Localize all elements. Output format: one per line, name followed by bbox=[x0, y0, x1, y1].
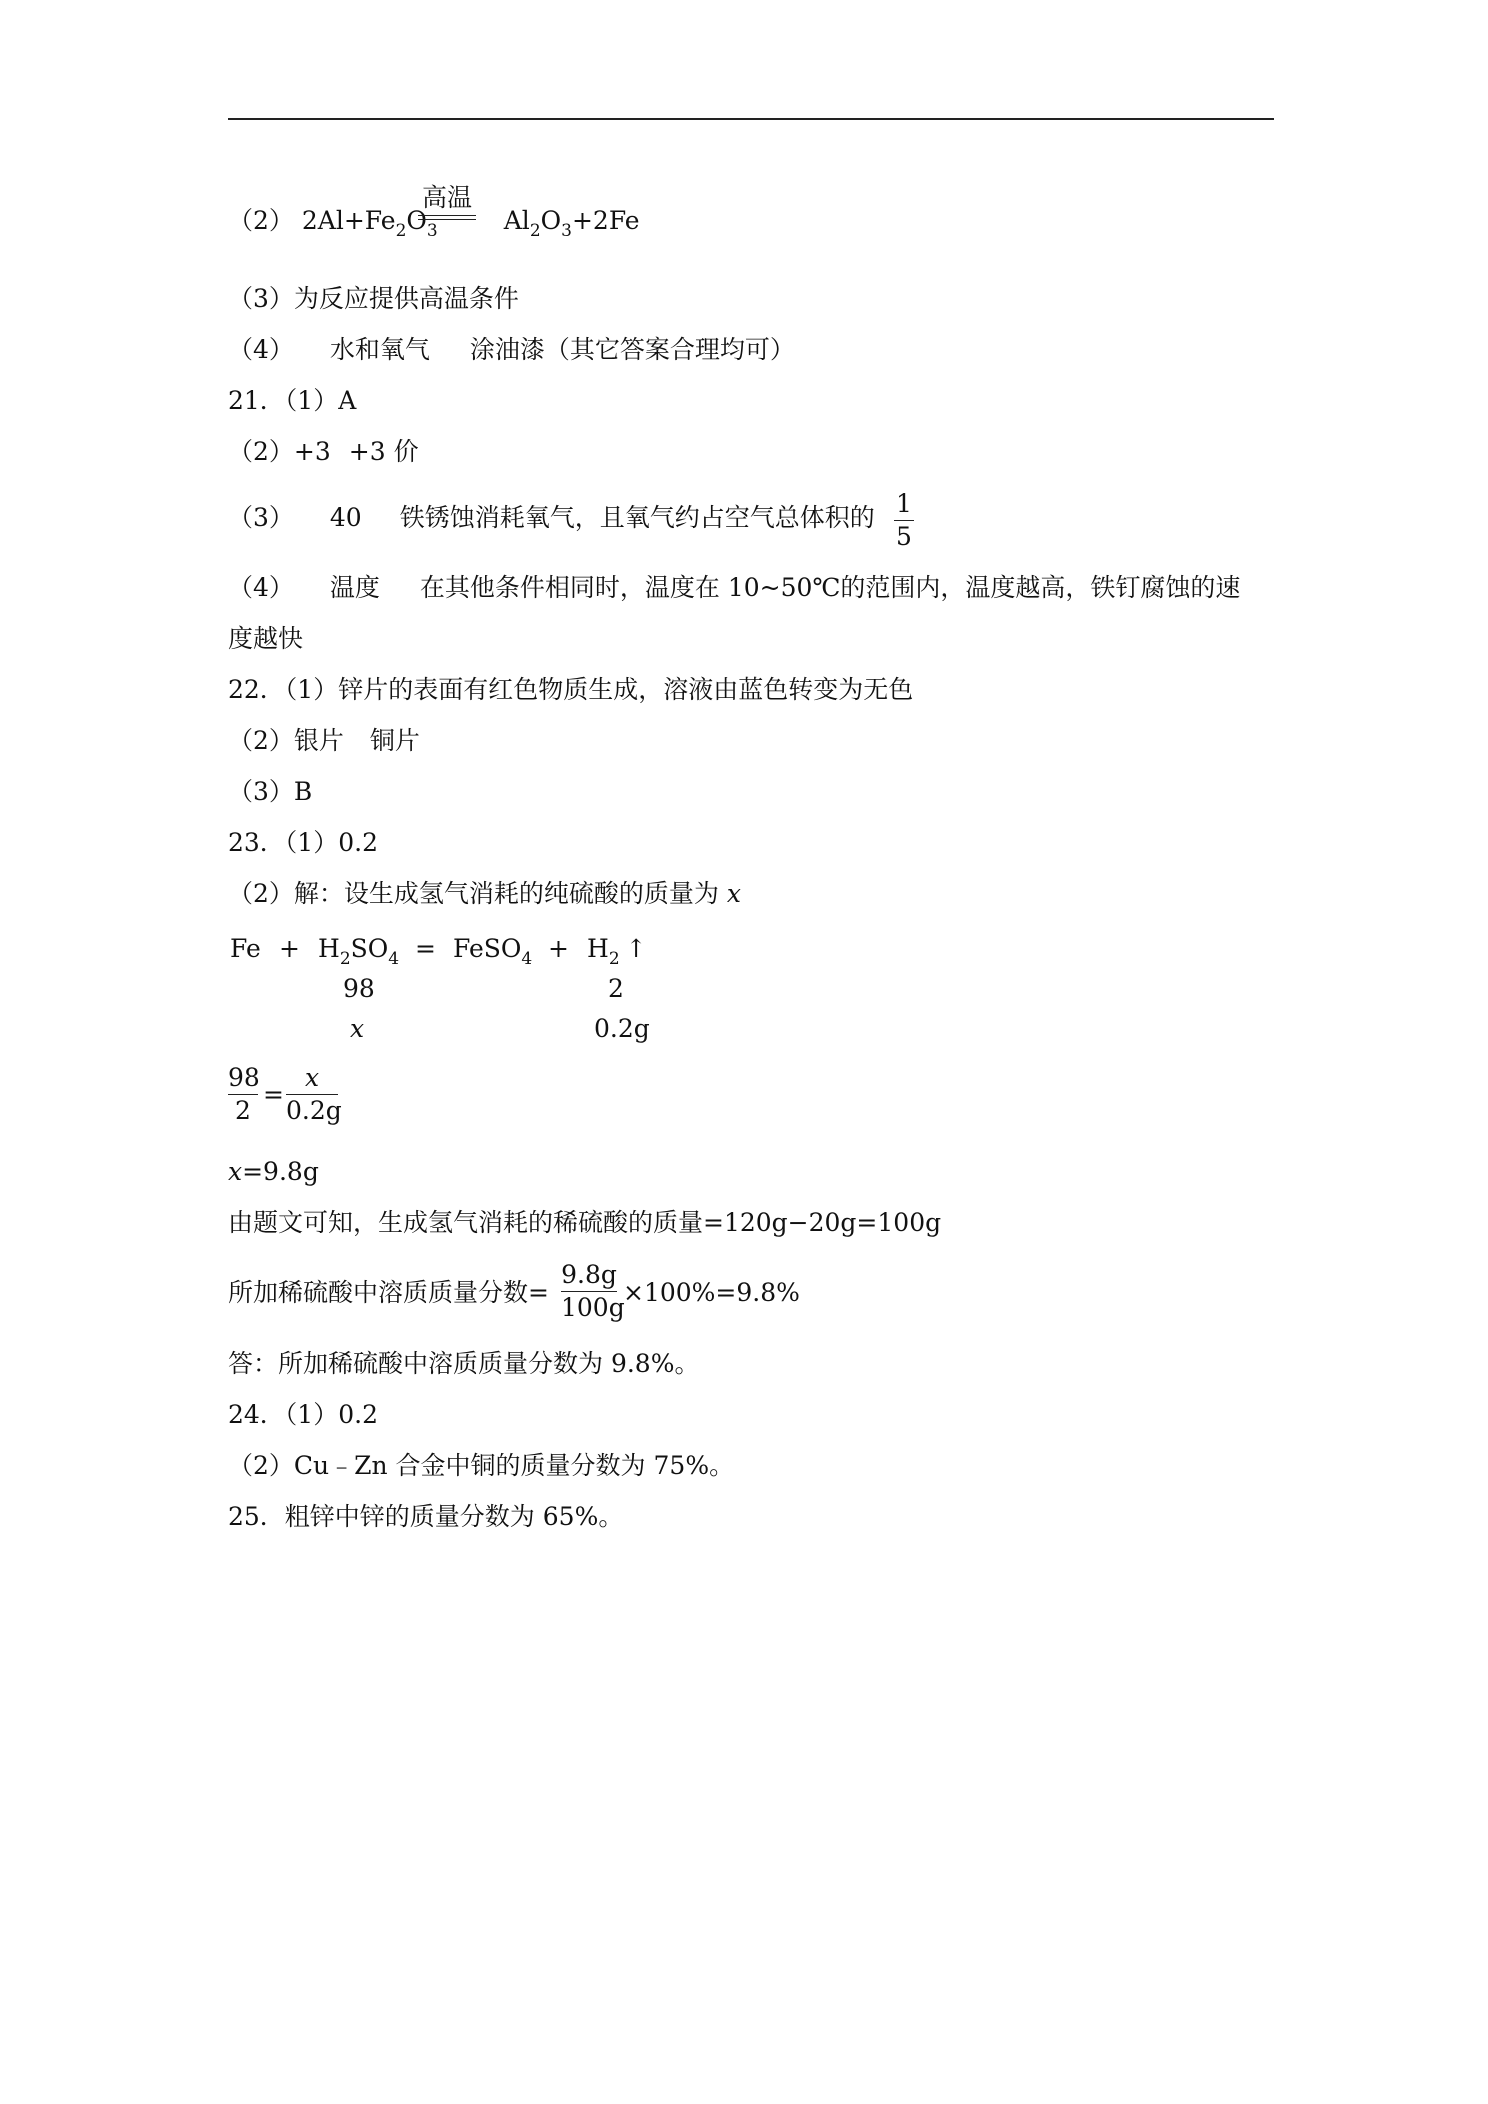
q21-part2 bbox=[228, 436, 419, 468]
fraction-denominator: 100g bbox=[561, 1293, 625, 1322]
fraction-denominator: 2 bbox=[235, 1096, 251, 1125]
solution-text: （2）解：设生成氢气消耗的纯硫酸的质量为 bbox=[228, 879, 727, 908]
reaction-condition bbox=[418, 183, 476, 220]
mass-fraction bbox=[561, 1259, 625, 1324]
answer-text: 40 bbox=[329, 503, 362, 532]
q23-fraction-pre: 所加稀硫酸中溶质质量分数= bbox=[228, 1278, 549, 1307]
product-text: +2Fe bbox=[571, 206, 640, 235]
condition-text: 高温 bbox=[421, 183, 472, 212]
result-text: =9.8g bbox=[242, 1157, 319, 1186]
reactant-text: O bbox=[406, 206, 427, 235]
q21-part3 bbox=[228, 502, 875, 534]
part-label: （2） bbox=[228, 206, 294, 235]
product-text: Al bbox=[503, 206, 530, 235]
answer-text: 在其他条件相同时，温度在 10~50℃的范围内，温度越高，铁钉腐蚀的速 bbox=[419, 573, 1241, 602]
fraction-numerator: 9.8g bbox=[561, 1260, 617, 1289]
subscript: 3 bbox=[426, 221, 438, 241]
answer-text: +3 价 bbox=[348, 437, 419, 466]
header-rule bbox=[228, 118, 1274, 120]
q22-part1: 22．（1）锌片的表面有红色物质生成，溶液由蓝色转变为无色 bbox=[228, 675, 914, 704]
proportion-right bbox=[286, 1062, 342, 1127]
q21-part4 bbox=[228, 572, 1240, 604]
eq-mass-h2so4: 98 bbox=[343, 974, 375, 1003]
subscript: 4 bbox=[388, 949, 400, 969]
q22-part3: （3）B bbox=[228, 777, 313, 806]
fraction-numerator: x bbox=[304, 1063, 320, 1092]
q24-part2: （2）Cu﹣Zn 合金中铜的质量分数为 75%。 bbox=[228, 1451, 735, 1480]
q20-part4 bbox=[228, 334, 795, 366]
subscript: 2 bbox=[339, 949, 351, 969]
answer-text: 铜片 bbox=[369, 726, 420, 755]
variable-x: x bbox=[228, 1157, 243, 1186]
q23-answer: 答：所加稀硫酸中溶质质量分数为 9.8%。 bbox=[228, 1349, 700, 1378]
subscript: 2 bbox=[529, 221, 541, 241]
eq-feso4 bbox=[453, 933, 532, 968]
q20-part3: （3）为反应提供高温条件 bbox=[228, 284, 519, 313]
part-label: （4） bbox=[228, 573, 294, 602]
fraction-numerator: 98 bbox=[228, 1063, 260, 1092]
eq-plus: + bbox=[548, 934, 569, 963]
eq-var-h2: 0.2g bbox=[594, 1014, 650, 1043]
subscript: 4 bbox=[521, 949, 533, 969]
up-arrow-icon: ↑ bbox=[625, 934, 647, 963]
variable-x: x bbox=[726, 879, 741, 908]
equals-bar-bottom bbox=[418, 219, 476, 220]
eq-h2so4 bbox=[318, 933, 399, 968]
q23-part1: 23．（1）0.2 bbox=[228, 828, 378, 857]
formula-text: SO bbox=[350, 934, 389, 963]
formula-text: H bbox=[587, 934, 609, 963]
formula-text: H bbox=[318, 934, 340, 963]
fraction-numerator: 1 bbox=[896, 489, 912, 518]
eq-equals: = bbox=[415, 934, 436, 963]
part-label: （2）+3 bbox=[228, 437, 331, 466]
q23-derivation: 由题文可知，生成氢气消耗的稀硫酸的质量=120g−20g=100g bbox=[228, 1208, 942, 1237]
q21-part4-continued: 度越快 bbox=[228, 624, 304, 653]
answer-text: （2）银片 bbox=[228, 726, 344, 755]
part-label: （3） bbox=[228, 503, 294, 532]
product-text: O bbox=[540, 206, 562, 235]
equals-bar-top bbox=[418, 215, 476, 216]
eq-h2 bbox=[587, 933, 647, 968]
q24-part1: 24．（1）0.2 bbox=[228, 1400, 378, 1429]
subscript: 3 bbox=[561, 221, 572, 241]
eq-fe: Fe bbox=[230, 934, 261, 963]
proportion-equals: = bbox=[263, 1080, 284, 1109]
fraction-one-fifth bbox=[894, 488, 914, 553]
q23-part2 bbox=[228, 878, 741, 910]
answer-text: 铁锈蚀消耗氧气，且氧气约占空气总体积的 bbox=[399, 503, 875, 532]
answer-text: 水和氧气 bbox=[329, 335, 430, 364]
eq-var-x: x bbox=[350, 1014, 365, 1043]
proportion-left bbox=[228, 1062, 258, 1127]
fraction-denominator: 5 bbox=[896, 522, 912, 551]
fraction-denominator: 0.2g bbox=[286, 1096, 342, 1125]
subscript: 2 bbox=[608, 949, 620, 969]
answer-text: 涂油漆（其它答案合理均可） bbox=[469, 335, 795, 364]
q23-fraction-post: ×100%=9.8% bbox=[623, 1278, 800, 1307]
eq-plus: + bbox=[279, 934, 300, 963]
q21-part1: 21．（1）A bbox=[228, 386, 357, 415]
q23-result-x bbox=[228, 1156, 319, 1188]
subscript: 2 bbox=[395, 221, 407, 241]
formula-text: FeSO bbox=[453, 934, 522, 963]
answer-text: 温度 bbox=[329, 573, 380, 602]
part-label: （4） bbox=[228, 335, 294, 364]
q25-answer: 25．粗锌中锌的质量分数为 65%。 bbox=[228, 1502, 624, 1531]
q22-part2 bbox=[228, 725, 420, 757]
eq-mass-h2: 2 bbox=[608, 974, 624, 1003]
reactant-text: 2Al+Fe bbox=[301, 206, 396, 235]
